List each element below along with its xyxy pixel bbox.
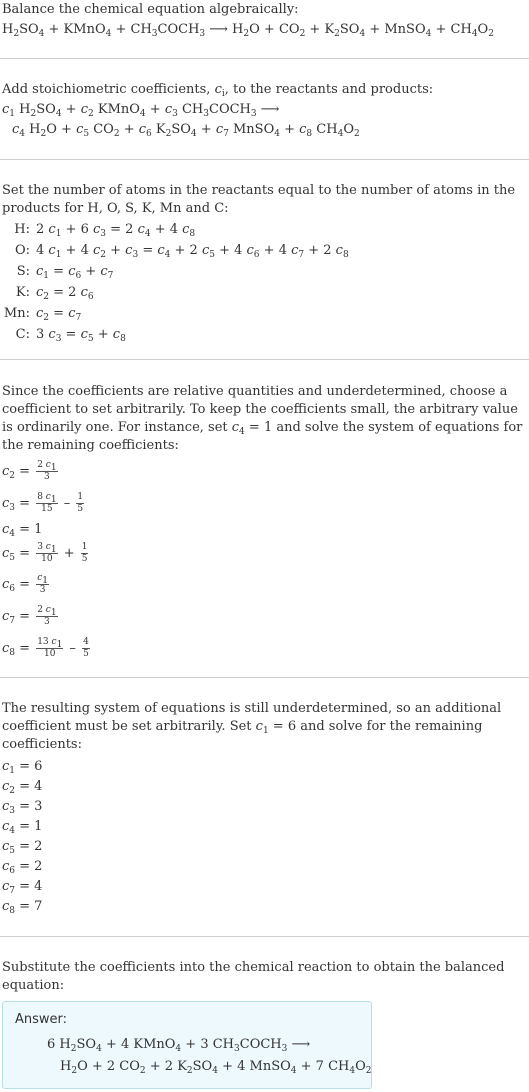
unbalanced-equation: $H_2SO_4$ + KMnO$_4$ + $CH_3COCH_3$ ⟶ $H_2O + CO_2 + K_2SO_4$ + MnSO$_4$ + $CH_4O_2$ [2,22,494,39]
solution-row: $c_3$ = $\frac{8 c_1}{15}$ – $\frac{1}{5}$ [2,492,84,514]
step3-text: Since the coefficients are relative quantities and underdetermined, choose a coefficient to set arbitrarily. To keep the coefficients small, the arbitrary value is ordinarily one. For instance, set $c_4 = 1$ and solve the system of equations for the remaining coefficients: [2,384,523,453]
final-coefficient-row: $c_3 = 3$ [2,799,43,816]
atom-label: H: [14,222,30,237]
answer-line2: $H_2O + 2$ $CO_2 + 2$ $K_2SO_4 + 4$ MnSO$_4$ + 7 $CH_4O_2$ [60,1059,372,1076]
solution-row: $c_5$ = $\frac{3 c_1}{10}$ + $\frac{1}{5}$ [2,542,88,564]
atom-equation-row [0,243,349,259]
atom-equation-row [0,285,94,301]
solution-row: $c_4 = 1$ [2,522,43,539]
final-coefficient-row: $c_7 = 4$ [2,879,43,896]
step1-equation-line1: $c_1$ $H_2SO_4 + c_2$ KMnO$_4$ + $c_3$ $CH_3COCH_3$ ⟶ [2,102,280,119]
atom-label: Mn: [3,306,30,321]
final-coefficient-row: $c_8 = 7$ [2,899,43,916]
atom-equation-row [0,327,126,343]
atom-equation-row [0,264,113,280]
answer-line1: 6 $H_2SO_4 + 4$ KMnO$_4$ + 3 $CH_3COCH_3$ ⟶ [47,1037,311,1054]
final-coefficient-row: $c_1 = 6$ [2,759,43,776]
atom-label: S: [16,264,30,279]
answer-box [2,1001,372,1089]
divider [0,159,529,160]
atom-equation: $c_1 = c_6 + c_7$ [36,264,114,281]
atom-label: C: [15,327,30,342]
answer-label: Answer: [15,1012,68,1027]
divider [0,677,529,678]
final-coefficient-row: $c_5 = 2$ [2,839,43,856]
step5-text: Substitute the coefficients into the chemical reaction to obtain the balanced equation: [2,960,505,993]
atom-equation: 3 $c_3 = c_5 + c_8$ [36,327,126,344]
atom-equation: $c_2 = 2$ $c_6$ [36,285,94,302]
atom-equation-row [0,306,81,322]
solution-row: $c_6$ = $\frac{c_1}{3}$ [2,573,48,595]
final-coefficient-row: $c_2 = 4$ [2,779,43,796]
solution-row: $c_7$ = $\frac{2 c_1}{3}$ [2,605,57,627]
atom-equation-row [0,222,195,238]
step1-equation-line2: $c_4$ $H_2O + c_5$ $CO_2 + c_6$ $K_2SO_4 + c_7$ MnSO$_4$ + $c_8$ $CH_4O_2$ [12,122,360,139]
step1-text: Add stoichiometric coefficients, $c_i$, to the reactants and products: [2,82,434,99]
atom-equation: $c_2 = c_7$ [36,306,82,323]
divider [0,936,529,937]
atom-equation: 2 $c_1 + 6$ $c_3 = 2$ $c_4 + 4$ $c_8$ [36,222,196,239]
solution-row: $c_8$ = $\frac{13 c_1}{10}$ – $\frac{4}{5}$ [2,637,89,659]
step4-text: The resulting system of equations is still underdetermined, so an additional coefficient must be set arbitrarily. Set $c_1 = 6$ and solve for the remaining coefficients: [2,701,502,752]
divider [0,359,529,360]
atom-label: O: [14,243,30,258]
final-coefficient-row: $c_4 = 1$ [2,819,43,836]
final-coefficient-row: $c_6 = 2$ [2,859,43,876]
solution-row: $c_2$ = $\frac{2 c_1}{3}$ [2,460,57,482]
intro-text: Balance the chemical equation algebraically: [2,2,299,17]
divider [0,58,529,59]
atom-label: K: [15,285,30,300]
step2-text: Set the number of atoms in the reactants equal to the number of atoms in the products for H, O, S, K, Mn and C: [2,183,516,216]
atom-equation: 4 $c_1 + 4$ $c_2 + c_3 = c_4 + 2$ $c_5 + 4$ $c_6 + 4$ $c_7 + 2$ $c_8$ [36,243,349,260]
